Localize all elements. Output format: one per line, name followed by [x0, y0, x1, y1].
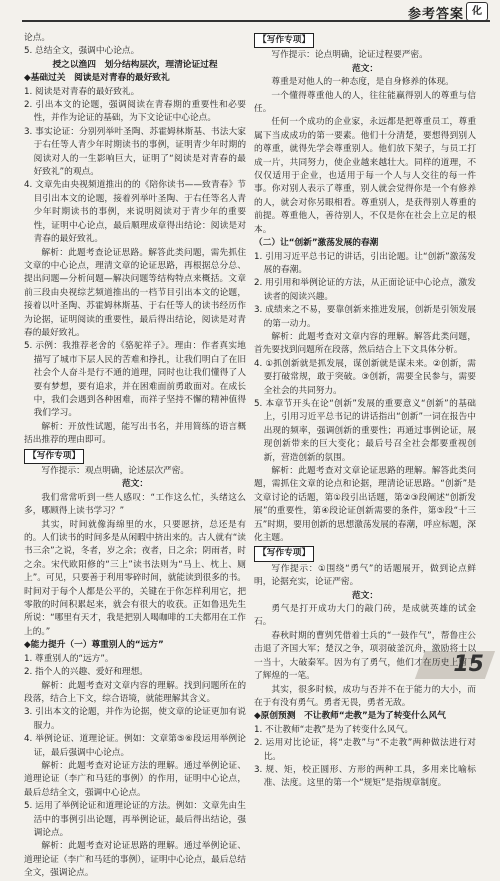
- right-column-paragraph: 春秋时期的曹刿凭借着士兵的“一鼓作气”，帮鲁庄公击退了齐国大军；楚汉之争，项羽破釜沉舟，激励将士以一当十，大破秦军。因为有了勇气，他们才在历史上留下了辉煌的一笔。: [254, 630, 476, 682]
- left-column-paragraph: 解析：开放性试题，能写出书名，并用简练的语言概括出推荐的理由即可。: [24, 421, 246, 446]
- left-column-paragraph: ◆基础过关 阅读是对青春的最好致礼: [24, 73, 170, 84]
- right-column-paragraph: 解析：此题考查对文章论证思路的理解。解答此类问题，需抓住文章的论点和论据，理清论证思路。“创新”是文章讨论的话题，第①段引出话题，第②③段阐述“创新发展”的重要性，第④段论证创新需要的条件，第⑤段“十三五”时期，要用创新的思想激荡发展的春潮，呼应标题，深化主题。: [254, 466, 476, 544]
- right-column-paragraph: 勇气是打开成功大门的敲门砖，是成就英雄的试金石。: [254, 604, 476, 628]
- left-column-paragraph: 解析：此题考查对文章内容的理解。找到问题所在的段落，结合上下文，综合语境，就能理解其含义。: [24, 680, 246, 704]
- writing-section-label: 【写作专项】: [254, 33, 314, 48]
- left-column-paragraph: 5. 总结全文，强调中心论点。: [24, 46, 140, 57]
- right-column-paragraph: 写作提示：论点明确，论证过程要严密。: [271, 50, 428, 61]
- right-column-paragraph: 1. 引用习近平总书记的讲话，引出论题。让“创新”激荡发展的春潮。: [254, 251, 476, 275]
- left-column-paragraph: 5. 示例：我推荐老舍的《骆驼祥子》。理由：作者真实地描写了城市下层人民的苦难和挣扎，让我们明白了在旧社会个人奋斗是行不通的道理，同时也让我们懂得了人要有梦想，要有追求，并在困难面前勇敢面对。在成长中，我们会遇到各种困难，而祥子坚持不懈的精神值得我们学习。: [24, 341, 246, 419]
- left-column-paragraph: 4. 文章先由央视频道推出的的《陪你读书——致青春》节目引出本文的论题，接着列举叶圣陶、于右任等名人青少年时期读书的事例，来说明阅读对于青少年的重要性，证明中心论点，最后顺理成章得出结论：阅读是对青春的最好致礼。: [24, 180, 246, 245]
- left-column-paragraph: ◆能力提升（一）尊重别人的“远方”: [24, 640, 164, 651]
- right-column-paragraph: 写作提示：①围绕“勇气”的话题展开，做到论点鲜明，论据充实，论证严密。: [254, 563, 476, 588]
- right-column-paragraph: [254, 545, 476, 562]
- page-number-text: 15: [453, 652, 484, 677]
- header-title: 参考答案: [407, 7, 464, 22]
- right-column-paragraph: 尊重是对他人的一种态度，是自身修养的体现。: [271, 77, 454, 88]
- right-column-paragraph: （二）让“创新”激荡发展的春潮: [254, 238, 379, 249]
- right-column-paragraph: 范文：: [351, 590, 379, 601]
- right-column-paragraph: 5. 本章节开头在论“创新”发展的重要意义“创新”的基础上，引用习近平总书记的讲话指出“创新”一词在报告中出现的频率，强调创新的重要性；再通过事例论证，展现创新带来的巨大变化；最后号召全社会都要重视创新，营造创新的氛围。: [254, 398, 476, 463]
- left-column: [24, 32, 246, 879]
- left-column-paragraph: 论点。: [24, 33, 51, 43]
- writing-section-label: 【写作专项】: [254, 546, 314, 561]
- page-number: [453, 652, 484, 677]
- header-logo-icon: 化: [466, 2, 488, 21]
- left-column-paragraph: 授之以渔四 划分结构层次，理清论证过程: [52, 59, 218, 70]
- left-column-paragraph: 3. 引出本文的论题，并作为论据，使文章的论证更加有说服力。: [24, 707, 246, 731]
- right-column-paragraph: 解析：此题考查对文章内容的理解。解答此类问题，首先要找到问题所在段落，然后结合上下文具体分析。: [254, 331, 476, 356]
- left-column-paragraph: 2. 引出本文的论题，强调阅读在青春期的重要性和必要性，并作为论证的基础，为下文论证中心论点。: [24, 100, 246, 124]
- left-column-paragraph: 2. 指个人的兴趣、爱好和理想。: [24, 667, 148, 678]
- right-column-paragraph: 3. 成绩来之不易，要靠创新来推进发展，创新是引领发展的第一动力。: [254, 305, 476, 329]
- right-column-paragraph: 2. 运用对比论证，将“走教”与“不走教”两种做法进行对比。: [254, 738, 476, 762]
- right-column-paragraph: 2. 用引用和举例论证的方法，从正面论证中心论点，激发读者的阅读兴趣。: [254, 278, 476, 302]
- right-column-paragraph: 范文：: [351, 63, 379, 74]
- left-column-paragraph: 解析：此题考查对论证思路的理解。通过举例论证、道理论证（李广和马廷的事例），证明中心论点，最后总结全文，强调论点。: [24, 841, 246, 879]
- right-column-paragraph: 一个懂得尊重他人的人，往往能赢得别人的尊重与信任。: [254, 90, 476, 115]
- left-column-paragraph: 5. 运用了举例论证和道理论证的方法。例如：文章先由生活中的事例引出论题，再举例论证，最后得出结论，强调论点。: [24, 801, 246, 838]
- left-column-paragraph: 3. 事实论证：分别列举叶圣陶、苏霍姆林斯基、书法大家于右任等人青少年时期读书的事例，证明青少年时期的阅读对人的一生影响巨大，证明了“阅读是对青春的最好致礼”的观点。: [24, 126, 246, 178]
- left-column-paragraph: 我们常常听到一些人感叹：“工作这么忙，头绪这么多，哪顾得上读书学习？”: [24, 492, 246, 517]
- left-column-paragraph: 解析：此题考查对论证方法的理解。通过举例论证、道理论证（李广和马廷的事例）的作用，证明中心论点，最后总结全文，强调中心论点。: [24, 760, 246, 798]
- left-column-paragraph: 解析：此题考查论证思路。解答此类问题，需先抓住文章的中心论点，理清文章的论证思路，再根据总分总、提出问题—分析问题—解决问题等结构特点来概括。文章前三段由央视综艺频道推出的一档节目引出本文的论题，接着以叶圣陶、苏霍姆林斯基、于右任等人的读书经历作为论据，证明阅读的重要性，最后得出结论，阅读是对青春的最好致礼。: [24, 247, 246, 338]
- right-column-paragraph: 3. 规、矩，校正圆形、方形的两种工具，多用来比喻标准、法度。这里的第一个“规矩”是指规章制度。: [254, 764, 476, 789]
- left-column-paragraph: 1. 阅读是对青春的最好致礼。: [24, 86, 140, 97]
- left-column-paragraph: [24, 448, 246, 465]
- right-column-paragraph: 4. ①抓创新就是抓发展，谋创新就是谋未来。②创新，需要打破常规，敢于突破。③创新，需要全民参与，需要全社会的共同努力。: [254, 358, 476, 396]
- left-column-paragraph: 其实，时间就像海绵里的水，只要愿挤，总还是有的。人们读书的时间多是从闲暇中挤出来的。古人就有“读书三余”之说，冬者，岁之余；夜者，日之余；阴雨者，时之余。宋代欧阳修的“三上”读书法则为“马上、枕上、厕上”。可见，只要善于利用零碎时间，就能读到很多的书。时间对于每个人都是公平的，关键在于你怎样利用它，把零散的时间积累起来，就会有很大的收获。正如鲁迅先生所说：“哪里有天才，我是把别人喝咖啡的工夫都用在工作上的。”: [24, 519, 246, 637]
- right-column-paragraph: 1. 不让教师“走教”是为了转变什么风气。: [254, 724, 414, 735]
- right-column-paragraph: ◆原创预测 不让教师“走教”是为了转变什么风气: [254, 711, 446, 722]
- left-column-paragraph: 写作提示：观点明确，论述层次严密。: [41, 466, 190, 476]
- left-column-paragraph: 1. 尊重别人的“远方”。: [24, 653, 114, 664]
- right-column-paragraph: 任何一个成功的企业家，永远都是把尊重员工，尊重属下当成成功的第一要素。他们十分清楚，要想得到别人的尊重，就得先学会尊重别人。他们放下架子，与员工打成一片，共同努力，使企业越来越壮大。同样的道理，不仅仅适用于企业，也适用于每一个人与人交往的每一件事。你对别人表示了尊重，别人就会觉得你是一个有修养的人，就会对你另眼相看。尊重别人，是获得别人尊重的前提。尊重他人，善待别人，不仅是你在社会上立足的根本。: [254, 117, 476, 235]
- right-column-paragraph: 其实，很多时候，成功与否并不在于能力的大小，而在于有没有勇气。勇者无畏，勇者无敌。: [254, 684, 476, 708]
- right-column-paragraph: [254, 32, 476, 49]
- right-column: [254, 32, 476, 789]
- left-column-paragraph: 范文：: [121, 479, 149, 490]
- left-column-paragraph: 4. 举例论证、道理论证。例如：文章第⑤⑥段运用举例论证，最后强调中心论点。: [24, 734, 246, 758]
- writing-section-label: 【写作专项】: [24, 449, 84, 464]
- page-header: [0, 0, 500, 24]
